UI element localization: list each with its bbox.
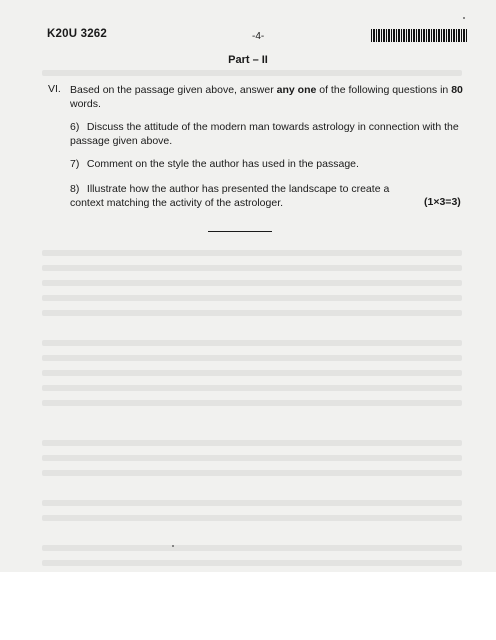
bleed-through-line: [42, 455, 462, 461]
subquestion-text: Illustrate how the author has presented the landscape to create a context matching the activity of the astrologer.: [70, 183, 390, 209]
subquestion-7: [70, 157, 460, 171]
bleed-through-line: [42, 515, 462, 521]
bleed-through-line: [42, 70, 462, 76]
bleed-through-line: [42, 560, 462, 566]
prompt-emphasis: any one: [276, 84, 317, 96]
bleed-through-line: [42, 500, 462, 506]
bleed-through-line: [42, 470, 462, 476]
subquestion-8: [70, 182, 415, 210]
bleed-through-line: [42, 295, 462, 301]
bleed-through-line: [42, 250, 462, 256]
bleed-through-line: [42, 355, 462, 361]
end-rule: [208, 231, 272, 232]
bleed-through-line: [42, 280, 462, 286]
subquestion-6: [70, 120, 460, 148]
question-number: VI.: [48, 83, 61, 95]
part-title: Part – II: [228, 54, 268, 66]
word-count: 80: [451, 84, 463, 96]
marks-allocation: (1×3=3): [424, 196, 461, 208]
bleed-through-line: [42, 385, 462, 391]
question-prompt: [70, 83, 470, 111]
scan-speck: [172, 545, 174, 547]
subquestion-number: 8): [70, 183, 80, 195]
subquestion-number: 6): [70, 121, 80, 133]
paper-code: K20U 3262: [47, 28, 107, 40]
subquestion-number: 7): [70, 158, 80, 170]
subquestion-text: Discuss the attitude of the modern man towards astrology in connection with the passage given above.: [70, 121, 459, 147]
prompt-text: Based on the passage given above, answer: [70, 84, 277, 96]
page-number: -4-: [252, 31, 265, 42]
bleed-through-line: [42, 400, 462, 406]
scan-speck: [463, 17, 465, 19]
subquestion-text: Comment on the style the author has used in the passage.: [86, 158, 359, 170]
bleed-through-line: [42, 545, 462, 551]
bleed-through-line: [42, 265, 462, 271]
bleed-through-line: [42, 340, 462, 346]
barcode: [371, 29, 467, 42]
bleed-through-line: [42, 440, 462, 446]
prompt-text: words.: [70, 98, 101, 110]
bleed-through-line: [42, 370, 462, 376]
bleed-through-line: [42, 310, 462, 316]
prompt-text: of the following questions in: [316, 84, 452, 96]
